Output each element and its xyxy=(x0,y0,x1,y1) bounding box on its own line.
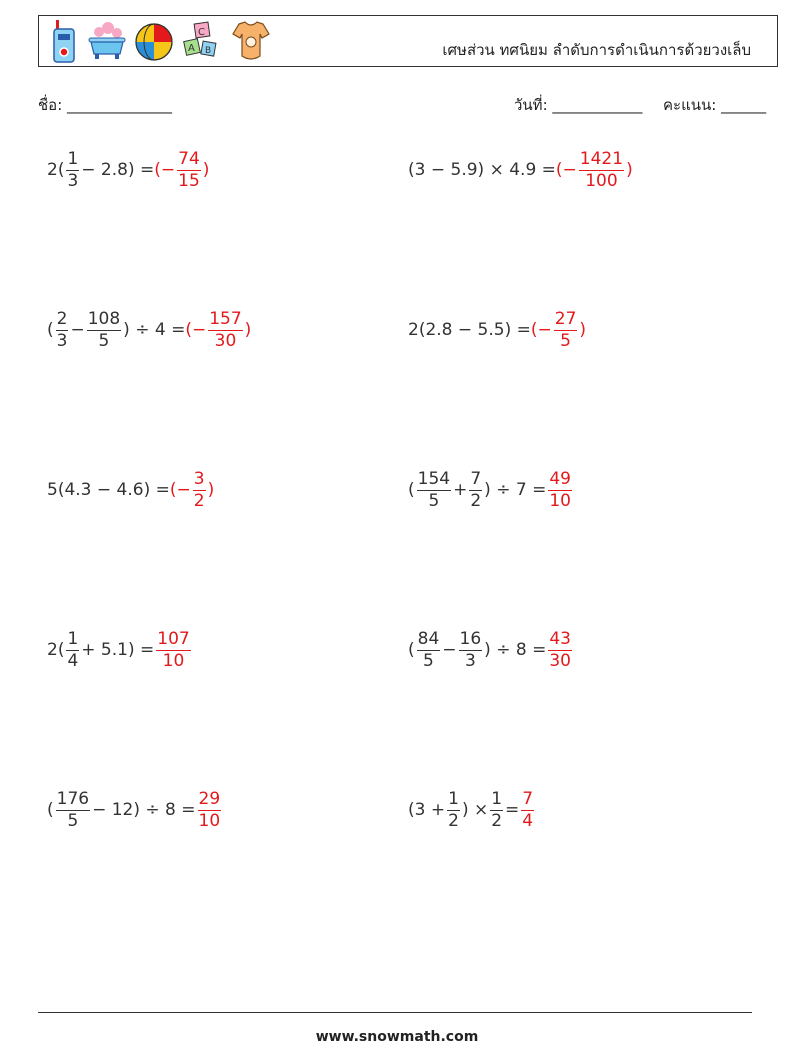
denominator: 5 xyxy=(560,330,571,351)
answer xyxy=(531,310,586,350)
answer-paren: ) xyxy=(202,160,210,180)
fraction xyxy=(417,470,451,510)
denominator: 2 xyxy=(193,490,205,511)
fraction xyxy=(417,630,441,670)
fraction xyxy=(459,630,483,670)
expression-text: 2( xyxy=(47,160,65,180)
problem-2 xyxy=(408,146,633,194)
numerator: 16 xyxy=(459,628,482,649)
svg-text:A: A xyxy=(188,43,195,54)
answer xyxy=(546,630,574,670)
problem-7 xyxy=(47,626,193,674)
expression-text: (3 + xyxy=(408,800,446,820)
numerator: 108 xyxy=(87,308,121,329)
fraction xyxy=(66,630,79,670)
fraction xyxy=(469,470,482,510)
numerator: 1 xyxy=(491,788,503,809)
denominator: 10 xyxy=(162,650,185,671)
answer-paren: ) xyxy=(244,320,252,340)
answer-sign: (− xyxy=(555,160,577,180)
numerator: 1 xyxy=(448,788,459,809)
denominator: 2 xyxy=(448,810,459,831)
expression-text: − 12) ÷ 8 = xyxy=(92,800,196,820)
problem-4 xyxy=(408,306,586,354)
denominator: 30 xyxy=(214,330,237,351)
denominator: 4 xyxy=(522,810,534,831)
denominator: 30 xyxy=(549,650,571,671)
numerator: 1 xyxy=(67,628,79,649)
denominator: 15 xyxy=(178,170,200,191)
numerator: 2 xyxy=(56,308,68,329)
problem-5 xyxy=(47,466,214,514)
answer-sign: (− xyxy=(169,480,191,500)
answer-fraction xyxy=(198,790,222,830)
answer-fraction xyxy=(177,150,201,190)
expression-text: + 5.1) = xyxy=(81,640,155,660)
expression-text: ) ÷ 7 = xyxy=(484,480,547,500)
answer-paren: ) xyxy=(207,480,215,500)
name-field: ชื่อ: ______________ xyxy=(38,96,173,114)
beach-ball-icon xyxy=(133,20,175,64)
answer xyxy=(154,630,192,670)
denominator: 5 xyxy=(423,650,434,671)
footer-divider xyxy=(38,1012,752,1013)
numerator: 1421 xyxy=(579,148,624,169)
operator-text: − xyxy=(442,640,457,660)
expression-text: (3 − 5.9) × 4.9 = xyxy=(408,160,556,180)
numerator: 154 xyxy=(417,468,451,489)
numerator: 176 xyxy=(56,788,90,809)
fraction xyxy=(447,790,460,830)
walkie-talkie-icon xyxy=(51,20,77,64)
expression-text: − 2.8) = xyxy=(81,160,155,180)
expression-text: ) ÷ 8 = xyxy=(484,640,547,660)
answer xyxy=(519,790,536,830)
bathtub-icon xyxy=(87,20,127,64)
answer-fraction xyxy=(554,310,578,350)
denominator: 2 xyxy=(470,490,482,511)
answer-paren: ) xyxy=(579,320,587,340)
answer-fraction xyxy=(193,470,206,510)
score-field: คะแนน: ______ xyxy=(663,96,767,114)
numerator: 7 xyxy=(470,468,482,489)
denominator: 2 xyxy=(491,810,503,831)
denominator: 5 xyxy=(98,330,110,351)
numerator: 43 xyxy=(549,628,571,649)
svg-text:B: B xyxy=(205,46,212,56)
answer-sign: (− xyxy=(185,320,207,340)
expression-text: = xyxy=(505,800,520,820)
denominator: 10 xyxy=(198,810,221,831)
fraction xyxy=(56,790,90,830)
denominator: 100 xyxy=(585,170,618,191)
numerator: 29 xyxy=(198,788,221,809)
answer-paren: ) xyxy=(626,160,633,180)
problem-3 xyxy=(47,306,251,354)
numerator: 49 xyxy=(549,468,571,489)
expression-text: ) ÷ 4 = xyxy=(123,320,186,340)
expression-text: ( xyxy=(408,640,415,660)
denominator: 10 xyxy=(549,490,571,511)
fraction xyxy=(87,310,121,350)
answer-fraction xyxy=(521,790,534,830)
expression-text: ( xyxy=(47,320,54,340)
answer xyxy=(556,150,633,190)
answer xyxy=(185,310,251,350)
numerator: 27 xyxy=(554,308,577,329)
svg-text:C: C xyxy=(198,27,205,38)
answer-fraction xyxy=(548,630,572,670)
denominator: 4 xyxy=(67,650,79,671)
operator-text: − xyxy=(70,320,85,340)
answer-sign: (− xyxy=(154,160,176,180)
answer xyxy=(170,470,214,510)
answer xyxy=(196,790,224,830)
expression-text: ( xyxy=(408,480,415,500)
date-field: วันที่: ____________ xyxy=(514,96,643,114)
fraction xyxy=(66,150,79,190)
denominator: 3 xyxy=(464,650,476,671)
problem-6 xyxy=(408,466,574,514)
operator-text: + xyxy=(453,480,468,500)
numerator: 7 xyxy=(522,788,534,809)
numerator: 3 xyxy=(193,468,205,489)
answer-fraction xyxy=(156,630,190,670)
denominator: 5 xyxy=(67,810,79,831)
denominator: 3 xyxy=(67,170,79,191)
numerator: 107 xyxy=(157,628,190,649)
problem-1 xyxy=(47,146,209,194)
worksheet-header xyxy=(38,15,778,67)
numerator: 157 xyxy=(209,308,242,329)
expression-text: 5(4.3 − 4.6) = xyxy=(47,480,170,500)
abc-blocks-icon xyxy=(179,20,221,64)
denominator: 3 xyxy=(56,330,68,351)
answer xyxy=(154,150,209,190)
problem-9 xyxy=(47,786,223,834)
problem-10 xyxy=(408,786,536,834)
answer-fraction xyxy=(548,470,572,510)
expression-text: 2( xyxy=(47,640,65,660)
worksheet-title: เศษส่วน ทศนิยม ลำดับการดำเนินการด้วยวงเล็บ xyxy=(442,41,751,59)
fraction xyxy=(490,790,503,830)
expression-text: ( xyxy=(47,800,54,820)
footer-site: www.snowmath.com xyxy=(315,1029,479,1045)
fraction xyxy=(56,310,69,350)
operator-text: ) × xyxy=(461,800,489,820)
denominator: 5 xyxy=(428,490,440,511)
numerator: 74 xyxy=(178,148,200,169)
baby-onesie-icon xyxy=(231,20,271,64)
answer-fraction xyxy=(579,150,624,190)
numerator: 1 xyxy=(67,148,79,169)
answer-fraction xyxy=(208,310,242,350)
expression-text: 2(2.8 − 5.5) = xyxy=(408,320,531,340)
numerator: 84 xyxy=(417,628,440,649)
answer xyxy=(546,470,574,510)
problem-8 xyxy=(408,626,574,674)
answer-sign: (− xyxy=(530,320,552,340)
